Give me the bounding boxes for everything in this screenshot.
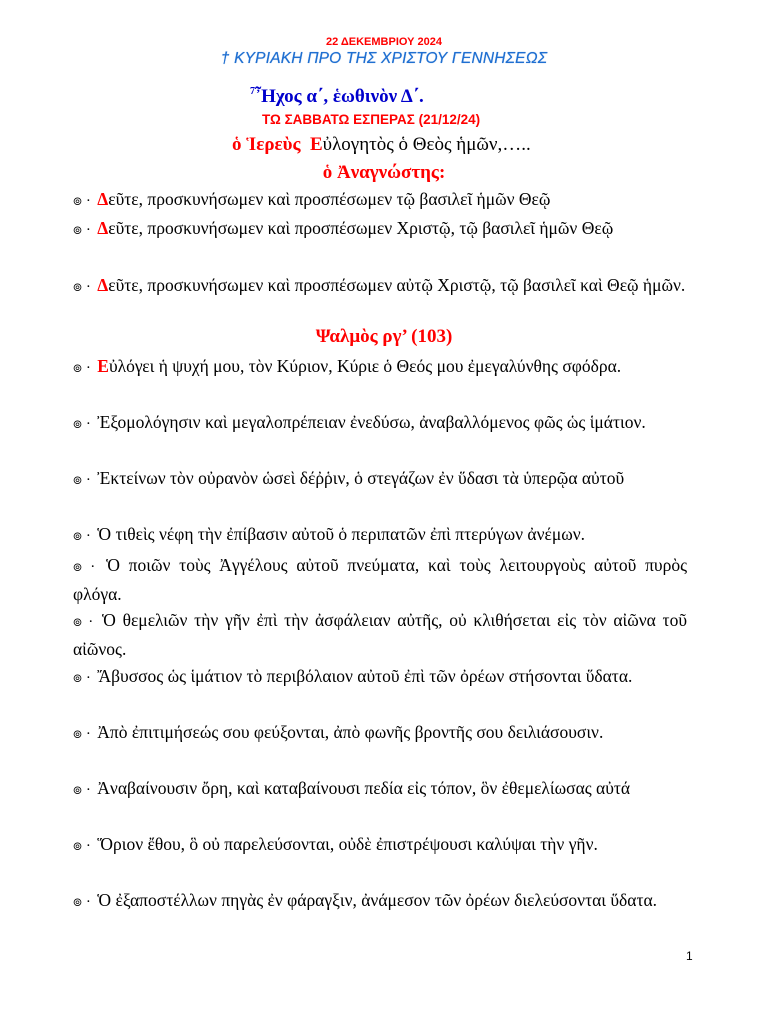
verse-bullet: ๏ · — [73, 279, 91, 295]
verse-initial: Δ — [97, 275, 109, 295]
verse-bullet: ๏ · — [73, 782, 91, 798]
verse-bullet: ๏ · — [73, 614, 94, 630]
verse-bullet: ๏ · — [73, 222, 91, 238]
verse-bullet: ๏ · — [73, 726, 91, 742]
psalm-verse — [73, 521, 687, 550]
tone-text: Ἦχος α΄, ἑωθινὸν Δ΄. — [255, 86, 424, 107]
intro-verse — [73, 215, 687, 244]
psalm-verse — [73, 775, 687, 804]
verse-text: ὐλόγει ἡ ψυχή μου, τὸν Κύριον, Κύριε ὁ Θεός μου ἐμεγαλύνθης σφόδρα. — [108, 356, 622, 376]
verse-initial: Δ — [97, 189, 109, 209]
verse-text: Ἄβυσσος ὡς ἱμάτιον τὸ περιβόλαιον αὐτοῦ ἐπὶ τῶν ὀρέων στήσονται ὕδατα. — [97, 666, 633, 686]
psalm-verse — [73, 552, 687, 608]
priest-role: ὁ Ἱερεὺς — [232, 134, 301, 155]
page-number: 1 — [686, 949, 693, 963]
verse-text: Ἀναβαίνουσιν ὄρη, καὶ καταβαίνουσι πεδία εἰς τόπον, ὃν ἐθεμελίωσας αὐτά — [97, 778, 631, 798]
verse-text: Ἐξομολόγησιν καὶ μεγαλοπρέπειαν ἐνεδύσω, ἀναβαλλόμενος φῶς ὡς ἱμάτιον. — [97, 412, 646, 432]
verse-text: Ὁ τιθεὶς νέφη τὴν ἐπίβασιν αὐτοῦ ὁ περιπατῶν ἐπὶ πτερύγων ἀνέμων. — [97, 524, 586, 544]
priest-line — [232, 134, 531, 156]
service-date: 22 ΔΕΚΕΜΒΡΙΟΥ 2024 — [325, 36, 443, 48]
psalm-verse — [73, 465, 687, 494]
verse-bullet: ๏ · — [73, 559, 96, 575]
psalm-verse — [73, 831, 687, 860]
verse-initial: Δ — [97, 218, 109, 238]
verse-text: Ὁ θεμελιῶν τὴν γῆν ἐπὶ τὴν ἀσφάλειαν αὐτῆς, οὐ κλιθήσεται εἰς τὸν αἰῶνα τοῦ αἰῶνος. — [73, 610, 687, 659]
verse-bullet: ๏ · — [73, 472, 91, 488]
psalm-verse — [73, 719, 687, 748]
psalm-verse — [73, 607, 687, 663]
priest-text: ὐλογητὸς ὁ Θεὸς ἡμῶν,….. — [322, 134, 531, 155]
verse-bullet: ๏ · — [73, 193, 91, 209]
verse-text: εῦτε, προσκυνήσωμεν καὶ προσπέσωμεν τῷ βασιλεῖ ἡμῶν Θεῷ — [108, 189, 551, 209]
verse-text: εῦτε, προσκυνήσωμεν καὶ προσπέσωμεν Χριστῷ, τῷ βασιλεῖ ἡμῶν Θεῷ — [108, 218, 614, 238]
verse-bullet: ๏ · — [73, 838, 91, 854]
intro-verse — [73, 186, 687, 215]
psalm-verse — [73, 353, 687, 382]
verse-text: εῦτε, προσκυνήσωμεν καὶ προσπέσωμεν αὐτῷ Χριστῷ, τῷ βασιλεῖ καὶ Θεῷ ἡμῶν. — [108, 275, 686, 295]
verse-bullet: ๏ · — [73, 416, 91, 432]
verse-bullet: ๏ · — [73, 528, 91, 544]
saturday-evening-heading: ΤΩ ΣΑΒΒΑΤΩ ΕΣΠΕΡΑΣ (21/12/24) — [262, 112, 481, 127]
verse-text: Ὅριον ἔθου, ὃ οὐ παρελεύσονται, οὐδὲ ἐπιστρέψουσι καλύψαι τὴν γῆν. — [97, 834, 598, 854]
psalm-title: Ψαλμὸς ργ’ (103) — [315, 326, 453, 347]
tone-heading — [250, 86, 424, 108]
psalm-verse — [73, 887, 687, 916]
verse-bullet: ๏ · — [73, 360, 91, 376]
verse-text: Ἐκτείνων τὸν οὐρανὸν ὡσεὶ δέῤῥιν, ὁ στεγάζων ἐν ὕδασι τὰ ὑπερῷα αὐτοῦ — [97, 468, 625, 488]
tone-mark: 7 — [250, 86, 255, 97]
psalm-verse — [73, 409, 687, 438]
page-title: † ΚΥΡΙΑΚΗ ΠΡΟ ΤΗΣ ΧΡΙΣΤΟΥ ΓΕΝΝΗΣΕΩΣ — [220, 50, 548, 67]
reader-heading: ὁ Ἀναγνώστης: — [322, 162, 446, 183]
verse-text: Ἀπὸ ἐπιτιμήσεώς σου φεύξονται, ἀπὸ φωνῆς βροντῆς σου δειλιάσουσιν. — [97, 722, 604, 742]
verse-bullet: ๏ · — [73, 670, 91, 686]
verse-text: Ὁ ἐξαποστέλλων πηγὰς ἐν φάραγξιν, ἀνάμεσον τῶν ὀρέων διελεύσονται ὕδατα. — [97, 890, 658, 910]
psalm-verse — [73, 663, 687, 692]
verse-initial: Ε — [97, 356, 109, 376]
intro-verse — [73, 272, 687, 301]
verse-text: Ὁ ποιῶν τοὺς Ἀγγέλους αὐτοῦ πνεύματα, καὶ τοὺς λειτουργοὺς αὐτοῦ πυρὸς φλόγα. — [73, 555, 687, 604]
priest-initial: Ε — [309, 134, 323, 155]
verse-bullet: ๏ · — [73, 894, 91, 910]
